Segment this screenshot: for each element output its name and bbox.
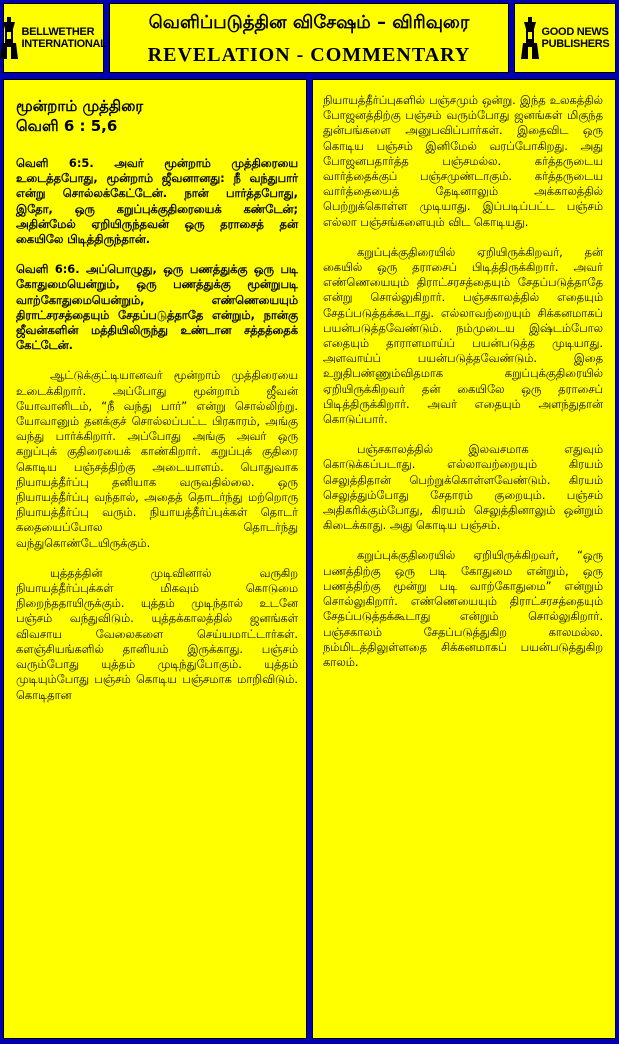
- section-title: மூன்றாம் முத்திரை: [16, 97, 144, 115]
- left-column: [3, 79, 307, 1039]
- section-heading: [16, 96, 298, 136]
- section-reference: வெளி 6 : 5,6: [16, 117, 118, 135]
- commentary-paragraph: கறுப்புக்குதிரையில் ஏறியிருக்கிறவர், “ஒரு பணத்திற்கு ஒரு படி கோதுமை என்றும், ஒரு பணத்திற்கு மூன்று படி வாற்கோதுமை” என்றும் சொல்லுகிறார். எண்ணெயையும் திராட்சரசத்தையும் சேதப்படுத்தக்கூடாது என்றும் சொல்லுகிறார். பஞ்சகாலம் சேதப்படுத்துகிற காலமல்ல. நம்மிடத்திலுள்ளதை சிக்கனமாகப் பயன்படுத்துகிற காலம்.: [323, 548, 603, 669]
- good-news-logo: [515, 4, 615, 72]
- good-news-logo-box: [514, 3, 616, 73]
- commentary-paragraph: கறுப்புக்குதிரையில் ஏறியிருக்கிறவர், தன் கையில் ஒரு தராசைப் பிடித்திருக்கிறார். அவர் எண்ணெயையும் திராட்சரசத்தையும் சேதப்படுத்தாதே என்று சொல்லுகிறார். பஞ்சகாலத்தில் எதையும் சேதப்படுத்தக்கூடாது. எல்லாவற்றையும் சிக்கனமாகப் பயன்படுத்தவேண்டும். நம்முடைய இஷ்டம்போல எதையும் தாராளமாய்ப் பயன்படுத்த முடியாது. அளவாய்ப் பயன்படுத்தவேண்டும். இதை உறுதிபண்ணும்விதமாக கறுப்புக்குதிரையில் ஏறியிருக்கிறவர் தன் கையிலே ஒரு தராசைப் பிடித்திருக்கிறார். அவர் எதையும் அளந்துதான் கொடுப்பார்.: [323, 244, 603, 427]
- commentary-paragraph: பஞ்சகாலத்தில் இலவசமாக எதுவும் கொடுக்கப்படாது. எல்லாவற்றையும் கிரயம் செலுத்திதான் பெற்றுக்கொள்ளவேண்டும். கிரயம் செலுத்தும்போது சேதாரம் குறையும். பஞ்சம் அதிகரிக்கும்போது, கிரயம் செலுத்தினாலும் ஒன்றும் கிடைக்காது. அது கொடிய பஞ்சம்.: [323, 442, 603, 533]
- verse-6-5: வெளி 6:5. அவர் மூன்றாம் முத்திரையை உடைத்தபோது, மூன்றாம் ஜீவனானது: நீ வந்துபார் என்று சொல்லக்கேட்டேன். நான் பார்த்தபோது, இதோ, ஒரு கறுப்புக்குதிரையைக் கண்டேன்; அதின்மேல் ஏறியிருந்தவன் ஒரு தராசைத் தன் கையிலே பிடித்திருந்தான்.: [16, 156, 298, 247]
- bellwether-logo: [4, 4, 107, 72]
- good-news-logo-text: GOOD NEWS PUBLISHERS: [541, 26, 610, 50]
- commentary-paragraph: ஆட்டுக்குட்டியானவர் மூன்றாம் முத்திரையை உடைக்கிறார். அப்போது மூன்றாம் ஜீவன் யோவானிடம், “நீ வந்து பார்” என்று சொல்லிற்று. யோவானும் தனக்குச் சொல்லப்பட்ட பிரகாரம், அங்கு வந்து பார்க்கிறார். அப்போது அங்கு அவர் ஒரு கறுப்புக் குதிரையைக் காண்கிறார். கறுப்புக் குதிரை கொடிய பஞ்சத்திற்கு அடையாளம். பொதுவாக நியாயத்தீர்ப்பு தனியாக வருவதில்லை. ஒரு நியாயத்தீர்ப்பு வந்தால், அதைத் தொடர்ந்து மற்றொரு நியாயத்தீர்ப்பு வரும். நியாயத்தீர்ப்புக்கள் தொடர் கதையைப்போல தொடர்ந்து வந்துகொண்டேயிருக்கும்.: [16, 368, 298, 550]
- bell-tower-icon: [521, 17, 539, 59]
- title-tamil: வெளிப்படுத்தின விசேஷம் – விரிவுரை: [148, 12, 470, 33]
- title-box: [109, 3, 509, 73]
- bellwether-logo-box: [3, 3, 107, 73]
- commentary-paragraph: யுத்தத்தின் முடிவினால் வருகிற நியாயத்தீர்ப்புக்கள் மிகவும் கொடுமை நிறைந்ததாயிருக்கும். யுத்தம் முடிந்தால் உடனே பஞ்சம் வந்துவிடும். யுத்தக்காலத்தில் ஜனங்கள் விவசாய வேலைகளை செய்யமாட்டார்கள். களஞ்சியங்களில் தானியம் இருக்காது. பஞ்சம் வரும்போது யுத்தம் முடிந்துபோகும். யுத்தம் முடியும்போது பஞ்சம் கொடிய பஞ்சமாக மாறிவிடும். கொடிதான: [16, 565, 298, 702]
- commentary-paragraph: நியாயத்தீர்ப்புகளில் பஞ்சமும் ஒன்று. இந்த உலகத்தில் போஜனத்திற்கு பஞ்சம் வரும்போது ஜனங்கள் மிகுந்த துன்பங்களை அனுபவிப்பார்கள். இதைவிட ஒரு கொடிய பஞ்சம் இனிமேல் வரப்போகிறது. அது போஜனபதார்த்த பஞ்சமல்ல. கர்த்தருடைய வார்த்தைக்குப் பஞ்சமுண்டாகும். கர்த்தருடைய வார்த்தையைத் தேடினாலும் அக்காலத்தில் பெற்றுக்கொள்ள முடியாது. இப்படிப்பட்ட பஞ்சம் எல்லா பஞ்சங்களையும் விட கொடியது.: [323, 93, 603, 229]
- bellwether-logo-text: BELLWETHER INTERNATIONAL: [21, 26, 107, 50]
- verse-6-6: வெளி 6:6. அப்பொழுது, ஒரு பணத்துக்கு ஒரு படி கோதுமையென்றும், ஒரு பணத்துக்கு மூன்றுபடி வாற்கோதுமையென்றும், எண்ணெயையும் திராட்சரசத்தையும் சேதப்படுத்தாதே என்றும், நான்கு ஜீவன்களின் மத்தியிலிருந்து உண்டான சத்தத்தைக் கேட்டேன்.: [16, 262, 298, 353]
- bell-tower-icon: [0, 17, 18, 59]
- title-english: REVELATION - COMMENTARY: [147, 44, 471, 66]
- right-column: [312, 79, 616, 1039]
